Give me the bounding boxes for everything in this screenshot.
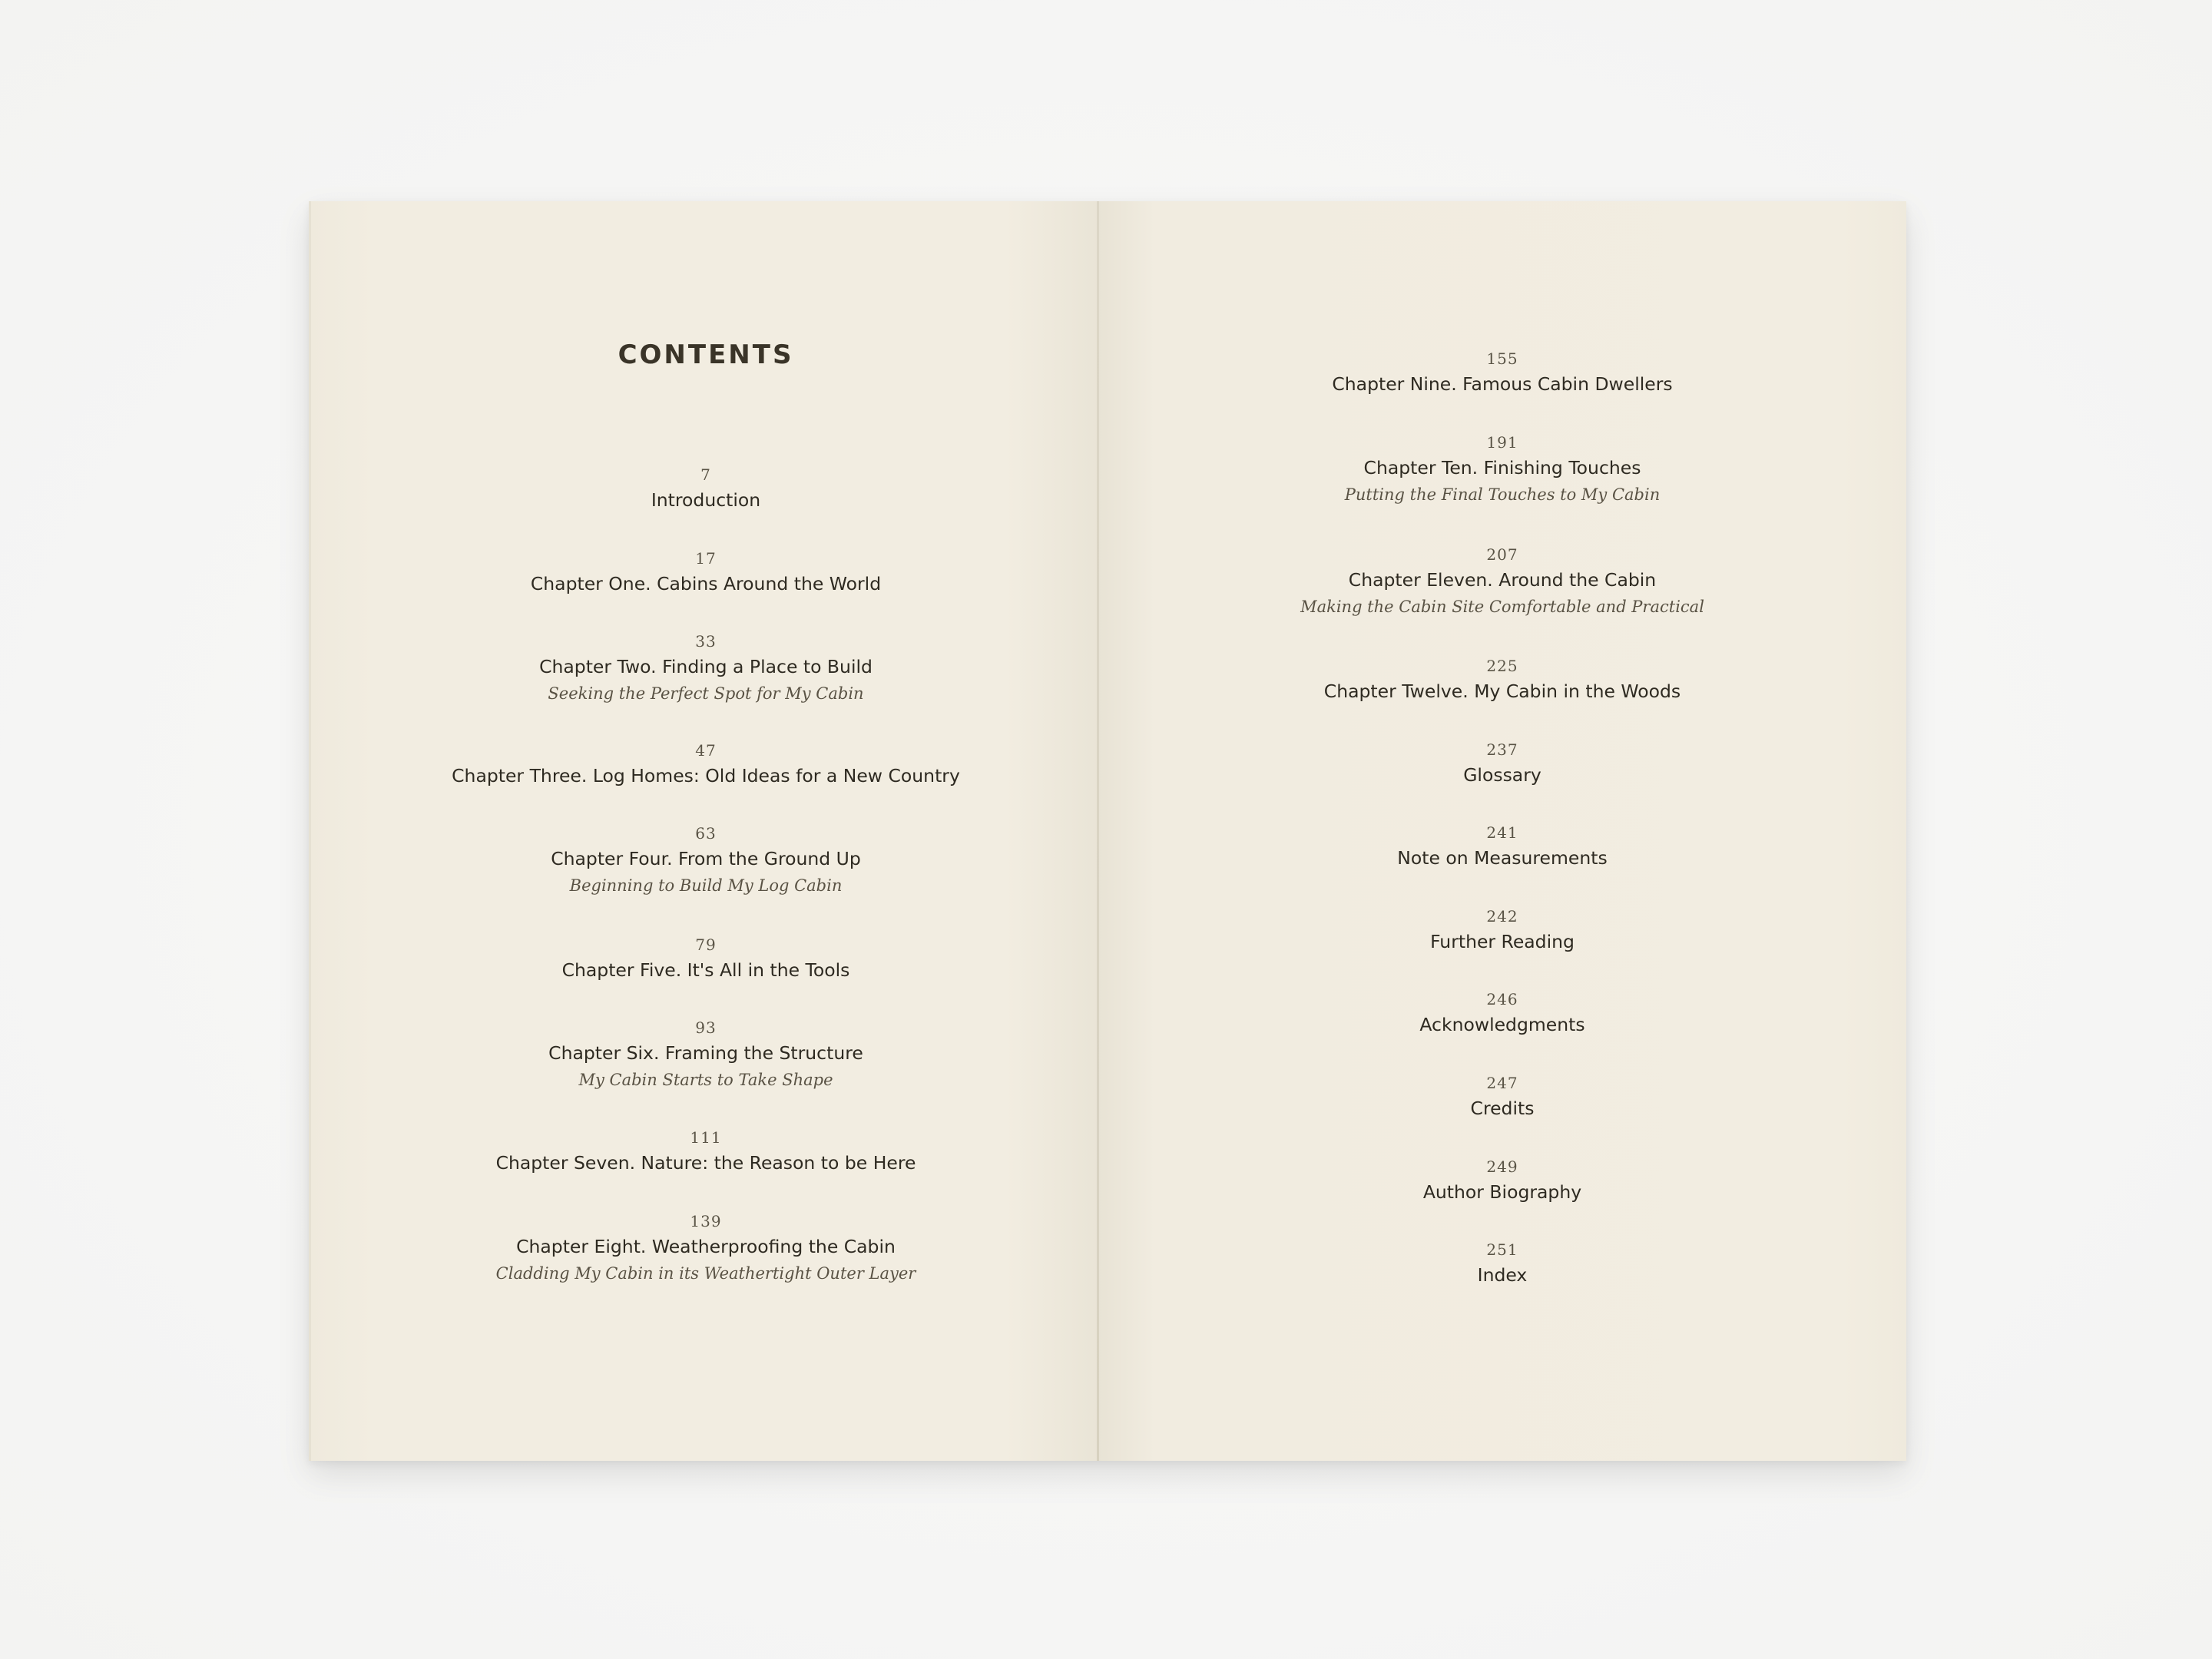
toc-page-number: 155	[1486, 349, 1518, 368]
toc-entry	[1098, 738, 1906, 789]
toc-entry-subtitle: Beginning to Build My Log Cabin	[569, 876, 843, 895]
toc-entry-title: Note on Measurements	[1397, 847, 1608, 869]
toc-page-number: 242	[1486, 907, 1518, 926]
toc-page-number: 251	[1486, 1240, 1518, 1259]
open-book	[309, 201, 1906, 1461]
toc-page-number: 79	[695, 935, 717, 954]
toc-entry	[1098, 988, 1906, 1038]
toc-page-number: 225	[1486, 657, 1518, 675]
toc-page-number: 33	[695, 632, 717, 651]
toc-page-number: 247	[1486, 1074, 1518, 1092]
toc-entry	[1098, 543, 1906, 620]
toc-entry-title: Chapter Five. It's All in the Tools	[561, 959, 850, 981]
toc-entry-title: Chapter Six. Framing the Structure	[548, 1042, 863, 1064]
toc-page-number: 63	[695, 824, 717, 843]
toc-entry-subtitle: Cladding My Cabin in its Weathertight Outer Layer	[495, 1264, 916, 1283]
toc-page-number: 249	[1486, 1157, 1518, 1176]
toc-entry	[311, 1210, 1101, 1286]
toc-entry-title: Index	[1477, 1264, 1528, 1286]
toc-entry-title: Chapter Two. Finding a Place to Build	[539, 656, 873, 677]
toc-page-number: 207	[1486, 545, 1518, 564]
toc-entry-title: Introduction	[651, 489, 761, 511]
toc-entry-title: Acknowledgments	[1419, 1014, 1585, 1035]
toc-page-number: 93	[695, 1018, 717, 1037]
toc-page-number: 237	[1486, 740, 1518, 759]
toc-entry	[1098, 654, 1906, 705]
toc-entry	[311, 630, 1101, 707]
toc-page-number: 246	[1486, 990, 1518, 1008]
toc-entry	[311, 1016, 1101, 1093]
toc-entry	[1098, 821, 1906, 872]
toc-page-number: 47	[695, 741, 717, 760]
toc-entry-subtitle: Putting the Final Touches to My Cabin	[1344, 485, 1661, 504]
toc-entry-title: Author Biography	[1422, 1181, 1582, 1203]
toc-entry-title: Chapter Four. From the Ground Up	[551, 848, 861, 869]
toc-entry	[1098, 905, 1906, 955]
toc-page-number: 139	[690, 1212, 722, 1230]
toc-entry-subtitle: My Cabin Starts to Take Shape	[578, 1071, 833, 1089]
toc-entry	[311, 822, 1101, 899]
left-page	[309, 201, 1101, 1461]
toc-entry-title: Glossary	[1463, 764, 1541, 786]
toc-page-number: 241	[1486, 823, 1518, 842]
toc-entry-title: Chapter Three. Log Homes: Old Ideas for a New Country	[452, 765, 960, 786]
toc-entry	[1098, 1155, 1906, 1206]
contents-heading: CONTENTS	[618, 339, 794, 370]
toc-entry	[311, 547, 1101, 598]
toc-entry-title: Chapter Seven. Nature: the Reason to be Here	[495, 1152, 916, 1174]
toc-entry-subtitle: Seeking the Perfect Spot for My Cabin	[548, 684, 864, 703]
toc-entry	[311, 1126, 1101, 1177]
toc-entry-title: Chapter Eleven. Around the Cabin	[1348, 569, 1657, 591]
toc-entry-subtitle: Making the Cabin Site Comfortable and Practical	[1300, 598, 1704, 616]
toc-entry	[311, 739, 1101, 790]
toc-entry-title: Credits	[1470, 1098, 1535, 1119]
toc-page-number: 191	[1486, 433, 1518, 452]
toc-entry	[1098, 1238, 1906, 1289]
toc-page-number: 111	[690, 1128, 722, 1147]
toc-page-number: 17	[695, 549, 717, 568]
toc-entry	[311, 463, 1101, 514]
toc-entry-title: Chapter Nine. Famous Cabin Dwellers	[1332, 373, 1673, 395]
toc-entry-title: Chapter Twelve. My Cabin in the Woods	[1323, 680, 1681, 702]
book-spine	[1097, 201, 1099, 1461]
toc-entry-title: Further Reading	[1430, 931, 1575, 952]
toc-entry	[1098, 1071, 1906, 1122]
toc-entry	[311, 933, 1101, 984]
right-page	[1098, 201, 1906, 1461]
toc-page-number: 7	[700, 465, 711, 484]
toc-entry	[1098, 431, 1906, 508]
toc-entry-title: Chapter Eight. Weatherproofing the Cabin	[516, 1236, 896, 1257]
toc-entry	[1098, 347, 1906, 398]
toc-entry-title: Chapter One. Cabins Around the World	[530, 573, 882, 594]
toc-entry-title: Chapter Ten. Finishing Touches	[1363, 457, 1641, 478]
